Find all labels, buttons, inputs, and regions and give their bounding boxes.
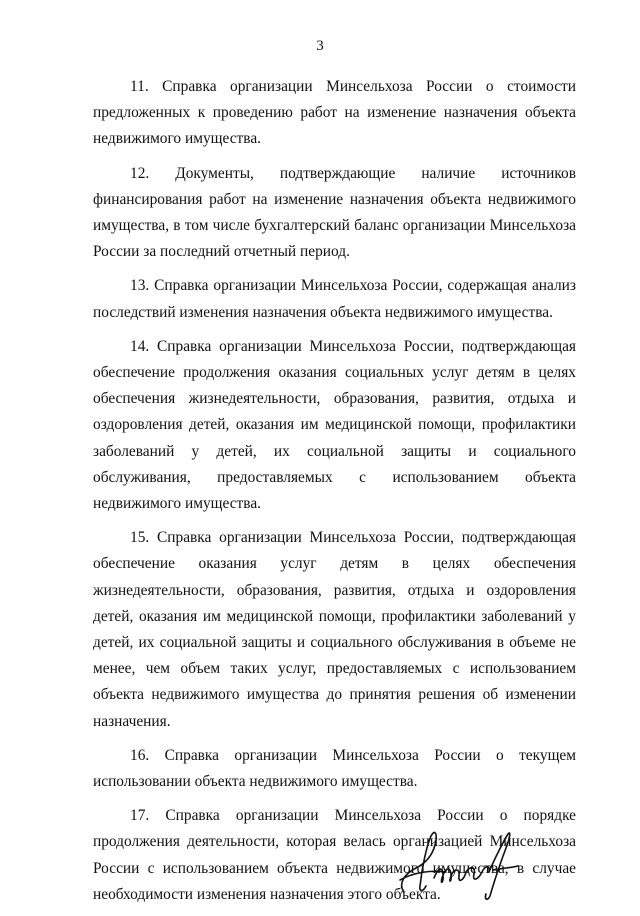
document-body bbox=[93, 74, 576, 916]
list-item-12: 12. Документы, подтверждающие наличие источников финансирования работ на изменение назначения объекта недвижимого имущества, в том числе бухгалтерский баланс организации Минсельхоза России за последний отчетный период. bbox=[93, 164, 576, 261]
list-item-15: 15. Справка организации Минсельхоза России, подтверждающая обеспечение оказания услуг детям в целях обеспечения жизнедеятельности, образования, развития, отдыха и оздоровления детей, оказания им медицинской помощи, профилактики заболеваний у детей, их социальной защиты и социального обслуживания в объеме не менее, чем объем таких услуг, предоставляемых с использованием объекта недвижимого имущества до принятия решения об изменении назначения. bbox=[93, 529, 576, 730]
page-number: 3 bbox=[316, 38, 324, 54]
list-item-11: 11. Справка организации Минсельхоза России о стоимости предложенных к проведению работ на изменение назначения объекта недвижимого имущества. bbox=[93, 78, 576, 148]
list-item-16: 16. Справка организации Минсельхоза России о текущем использовании объекта недвижимого имущества. bbox=[93, 746, 576, 791]
handwritten-signature bbox=[390, 822, 530, 902]
list-item-17: 17. Справка организации Минсельхоза России о порядке продолжения деятельности, которая велась организацией Минсельхоза России с использованием объекта недвижимого имущества, в случае необходимости изменения назначения этого объекта. bbox=[93, 807, 576, 903]
list-item-13: 13. Справка организации Минсельхоза России, содержащая анализ последствий изменения назначения объекта недвижимого имущества. bbox=[93, 277, 576, 321]
list-item-14: 14. Справка организации Минсельхоза России, подтверждающая обеспечение продолжения оказания социальных услуг детям в целях обеспечения жизнедеятельности, образования, развития, отдыха и оздоровления детей, оказания им медицинской помощи, профилактики заболеваний у детей, их социальной защиты и социального обслуживания, предоставляемых с использованием объекта недвижимого имущества. bbox=[93, 337, 576, 513]
